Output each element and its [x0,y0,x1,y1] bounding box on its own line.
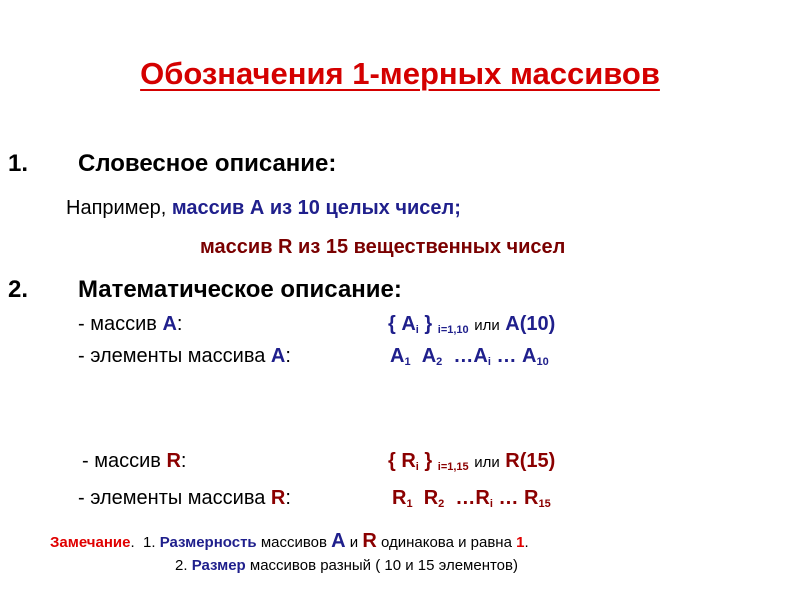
example-line-a [66,197,461,220]
note-item1-rest: одинакова и равна [380,534,512,551]
array-r-label [82,450,186,473]
array-a-or: или [474,317,500,334]
elements-a-label-prefix: - элементы массива [78,345,266,367]
array-r-or: или [474,454,500,471]
page-title: Обозначения 1-мерных массивов [140,56,660,91]
section-1-number: 1. [8,150,29,177]
array-r-alt: R(15) [505,450,556,472]
example-array-a: массив А из 10 целых чисел; [171,197,461,219]
elements-a-sequence [390,345,549,368]
array-r-name: R [166,450,181,472]
elem-rn-sub: 15 [538,497,551,510]
array-a-set-open: { А [388,313,416,335]
elem-a1: А [390,345,405,367]
elements-a-name: А [270,345,286,367]
array-a-colon: : [176,313,183,335]
elem-an-sub: 10 [536,355,549,368]
array-a-label-prefix: - массив [78,313,157,335]
array-a-alt: А(10) [505,313,556,335]
note-item2-bold: Размер [191,557,246,574]
elements-r-label [78,487,291,510]
array-a-set-close: } [418,313,433,335]
note-line-1 [50,530,529,553]
note-item1-and: и [349,534,359,551]
array-a-name: А [162,313,177,335]
array-r-set [388,450,555,473]
elem-a2: А [421,345,437,367]
elem-a2-sub: 2 [436,355,443,368]
array-a-label [78,313,182,336]
example-prefix: Например, [66,197,167,219]
array-r-label-prefix: - массив [82,450,161,472]
elem-ri-sub: i [489,497,493,510]
elements-r-label-prefix: - элементы массива [78,487,266,509]
note-item1-bold: Размерность [159,534,257,551]
note-line-2 [175,557,518,574]
elem-a1-sub: 1 [404,355,411,368]
section-2-heading: Математическое описание: [78,276,402,303]
array-r-set-sub: i [415,460,419,473]
note-item1-a: А [331,530,346,552]
section-2-number: 2. [8,276,29,303]
note-item2-text: массивов разный ( 10 и 15 элементов) [249,557,518,574]
elements-a-label [78,345,291,368]
array-a-range: i=1,10 [437,323,469,336]
note-dot: . [130,534,135,551]
note-item1-text: массивов [260,534,327,551]
array-r-set-open: { R [388,450,416,472]
elements-r-colon: : [285,487,291,509]
elem-ai-sub: i [487,355,491,368]
elem-r1-sub: 1 [406,497,413,510]
elem-r2: R [423,487,439,509]
elements-r-sequence [392,487,551,510]
array-a-set [388,313,555,336]
note-item1-end: . [524,534,529,551]
elem-ri: …R [455,487,490,509]
elem-r2-sub: 2 [438,497,445,510]
elem-r1: R [392,487,407,509]
note-item2-number: 2. [175,557,188,574]
elements-r-name: R [270,487,286,509]
array-r-range: i=1,15 [437,460,469,473]
array-a-set-sub: i [415,323,419,336]
example-array-r: массив R из 15 вещественных чисел [200,236,566,258]
note-item1-number: 1. [143,534,156,551]
elem-rn: … R [498,487,539,509]
note-item1-value: 1 [516,534,525,551]
array-r-colon: : [180,450,187,472]
elem-an: … А [496,345,537,367]
section-1-heading: Словесное описание: [78,150,337,177]
note-label: Замечание [50,534,131,551]
note-item1-r: R [362,530,377,552]
elements-a-colon: : [285,345,291,367]
elem-ai: …А [453,345,488,367]
array-r-set-close: } [418,450,433,472]
